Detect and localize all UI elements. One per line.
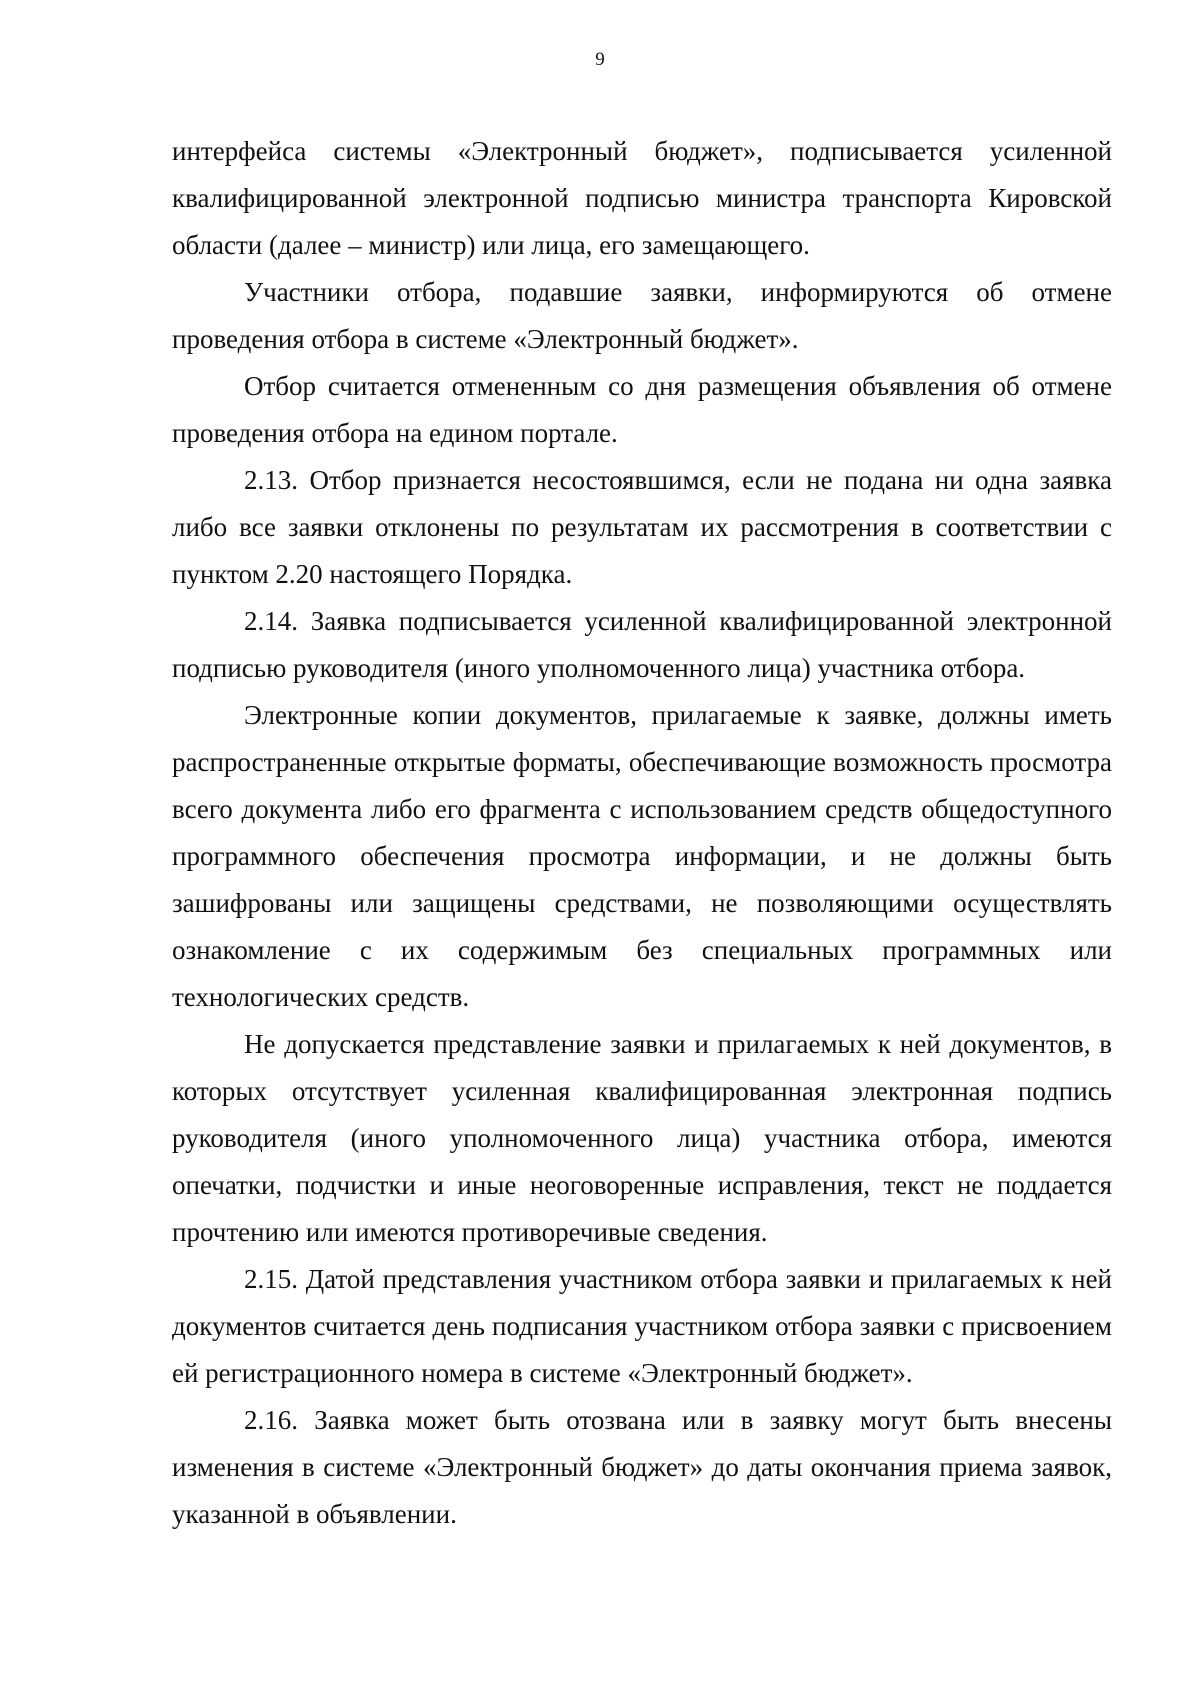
paragraph-continuation: интерфейса системы «Электронный бюджет», подписывается усиленной квалифицированной электронной подписью министра транспорта Кировской области (далее – министр) или лица, его замещающего. <box>172 136 1112 260</box>
paragraph-participants-informed: Участники отбора, подавшие заявки, информируются об отмене проведения отбора в системе «Электронный бюджет». <box>172 277 1112 354</box>
document-body <box>172 128 1112 1538</box>
paragraph-electronic-copies: Электронные копии документов, прилагаемые к заявке, должны иметь распространенные открытые форматы, обеспечивающие возможность просмотра всего документа либо его фрагмента с использованием средств общедоступного программного обеспечения просмотра информации, и не должны быть зашифрованы или защищены средствами, не позволяющими осуществлять ознакомление с их содержимым без специальных программных или технологических средств. <box>172 700 1112 1012</box>
page-number: 9 <box>595 49 605 70</box>
paragraph-2-14: 2.14. Заявка подписывается усиленной квалифицированной электронной подписью руководителя (иного уполномоченного лица) участника отбора. <box>172 606 1112 683</box>
paragraph-2-13: 2.13. Отбор признается несостоявшимся, если не подана ни одна заявка либо все заявки отклонены по результатам их рассмотрения в соответствии с пунктом 2.20 настоящего Порядка. <box>172 465 1112 589</box>
paragraph-not-allowed: Не допускается представление заявки и прилагаемых к ней документов, в которых отсутствует усиленная квалифицированная электронная подпись руководителя (иного уполномоченного лица) участника отбора, имеются опечатки, подчистки и иные неоговоренные исправления, текст не поддается прочтению или имеются противоречивые сведения. <box>172 1029 1112 1247</box>
paragraph-2-16: 2.16. Заявка может быть отозвана или в заявку могут быть внесены изменения в системе «Электронный бюджет» до даты окончания приема заявок, указанной в объявлении. <box>172 1405 1112 1529</box>
paragraph-selection-cancelled: Отбор считается отмененным со дня размещения объявления об отмене проведения отбора на едином портале. <box>172 371 1112 448</box>
paragraph-2-15: 2.15. Датой представления участником отбора заявки и прилагаемых к ней документов считается день подписания участником отбора заявки с присвоением ей регистрационного номера в системе «Электронный бюджет». <box>172 1264 1112 1388</box>
